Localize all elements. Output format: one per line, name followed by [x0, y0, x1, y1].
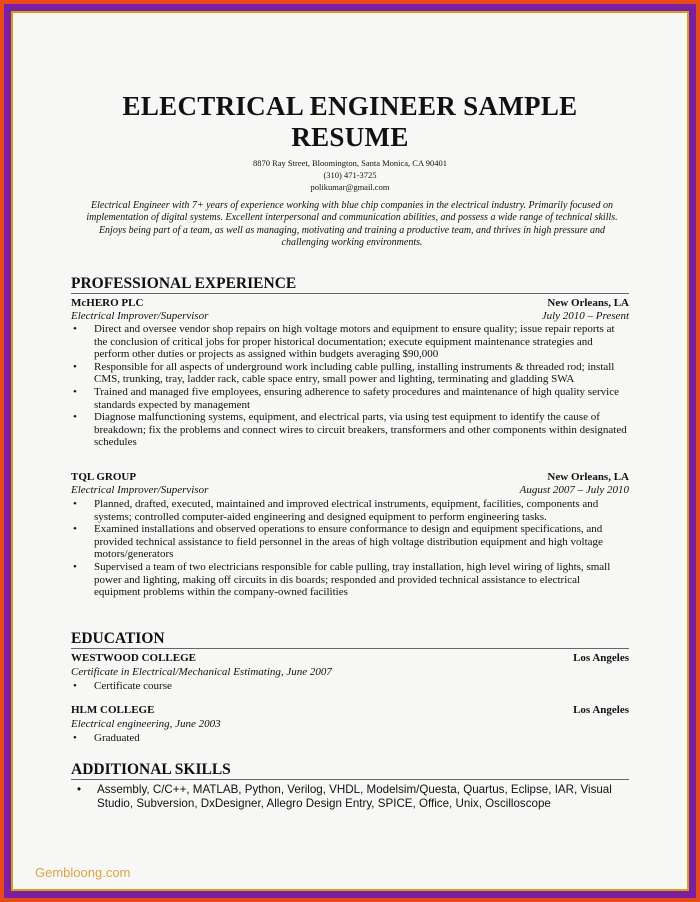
school-2-name: HLM COLLEGE — [71, 704, 155, 716]
resume-page — [13, 13, 687, 889]
bullet-icon: • — [73, 360, 77, 373]
skills-text: Assembly, C/C++, MATLAB, Python, Verilog, VHDL, Modelsim/Questa, Quartus, Eclipse, IAR, Visual Studio, Subversion, DxDesigner, Allegro Design Entry, SPICE, Office, Unix, Oscilloscope — [97, 783, 612, 810]
school-1-name: WESTWOOD COLLEGE — [71, 652, 197, 664]
bullet-text: Direct and oversee vendor shop repairs on high voltage motors and equipment to ensure quality; issue repair reports at the conclusion of critical jobs for proper historical documentation; execute equipment maintenance strategies and perform other duties or projects as assigned within budgets averaging $90,000 — [94, 323, 615, 361]
list-item — [71, 498, 627, 523]
contact-address: 8870 Ray Street, Bloomington, Santa Monica, CA 90401 — [252, 158, 448, 168]
contact-block — [13, 157, 687, 193]
skills-heading: ADDITIONAL SKILLS — [71, 761, 629, 780]
bullet-icon: • — [73, 680, 77, 692]
school-2-degree: Electrical engineering, June 2003 — [71, 718, 221, 730]
list-item — [71, 783, 637, 811]
bullet-icon: • — [73, 523, 77, 536]
school-2-bullets — [71, 732, 627, 745]
list-item — [71, 561, 627, 599]
bullet-icon: • — [73, 498, 77, 510]
list-item — [71, 411, 627, 449]
school-1-degree: Certificate in Electrical/Mechanical Estimating, June 2007 — [71, 666, 332, 678]
skills-list — [71, 783, 637, 811]
contact-phone: (310) 471-3725 — [323, 170, 377, 180]
job-1-company: McHERO PLC — [71, 297, 144, 309]
job-2-dates: August 2007 – July 2010 — [519, 484, 629, 496]
education-heading: EDUCATION — [71, 630, 629, 649]
job-2-role: Electrical Improver/Supervisor — [71, 484, 209, 496]
contact-email: polikumar@gmail.com — [310, 182, 390, 192]
school-2-location: Los Angeles — [573, 704, 629, 716]
list-item — [71, 323, 627, 361]
school-1-location: Los Angeles — [573, 652, 629, 664]
title-line-2: RESUME — [291, 122, 409, 152]
document-area — [11, 11, 689, 891]
bullet-text: Examined installations and observed operations to ensure conformance to design and equipment specifications, and provided technical assistance to field personnel in the areas of high voltage distribution equipment and high voltage motors/generators — [94, 523, 603, 561]
bullet-icon: • — [77, 783, 82, 796]
job-1-role: Electrical Improver/Supervisor — [71, 310, 209, 322]
job-1-bullets — [71, 323, 627, 449]
list-item — [71, 361, 627, 386]
bullet-text: Certificate course — [94, 680, 172, 692]
bullet-icon: • — [73, 323, 77, 335]
job-1-location: New Orleans, LA — [547, 297, 629, 309]
list-item — [71, 386, 627, 411]
bullet-text: Diagnose malfunctioning systems, equipment, and electrical parts, via using test equipment to identify the cause of breakdown; fix the problems and connect wires to circuit breakers, transformers and other components within designated schedules — [94, 411, 627, 449]
bullet-text: Graduated — [94, 732, 140, 744]
bullet-icon: • — [73, 385, 77, 398]
resume-title — [13, 91, 687, 153]
bullet-text: Responsible for all aspects of underground work including cable pulling, installing instruments & threaded rod; install CMS, trunking, tray, ladder rack, cable space entry, small power and lighting, terminating and gladding SWA — [94, 360, 615, 386]
list-item — [71, 523, 627, 561]
title-line-1: ELECTRICAL ENGINEER SAMPLE — [122, 91, 578, 121]
list-item — [71, 732, 627, 745]
bullet-icon: • — [73, 732, 77, 744]
job-2-location: New Orleans, LA — [547, 471, 629, 483]
bullet-text: Trained and managed five employees, ensuring adherence to safety procedures and maintenance of high quality service standards expected by management — [94, 385, 619, 411]
job-2-bullets — [71, 498, 627, 599]
job-1-dates: July 2010 – Present — [541, 310, 629, 322]
job-2-company: TQL GROUP — [71, 471, 137, 483]
bullet-icon: • — [73, 411, 77, 424]
summary-paragraph: Electrical Engineer with 7+ years of experience working with blue chip companies in the electrical industry. Primarily focused on implementation of digital systems. Excellent interpersonal and communication abilities, and possess a wide range of technical skills. Enjoys being part of a team, as well as managing, motivating and training a productive team, and thrives in high pressure and challenging working environments. — [86, 200, 618, 248]
list-item — [71, 680, 627, 693]
experience-heading: PROFESSIONAL EXPERIENCE — [71, 275, 629, 294]
bullet-icon: • — [73, 560, 77, 573]
watermark-text: Gembloong.com — [35, 865, 131, 880]
school-1-bullets — [71, 680, 627, 693]
bullet-text: Planned, drafted, executed, maintained and improved electrical instruments, equipment, facilities, components and systems; controlled computer-aided engineering and designed equipment to perform engineering tasks. — [94, 498, 599, 523]
bullet-text: Supervised a team of two electricians responsible for cable pulling, tray installation, high level wiring of lights, small power and lighting, making off circuits in dis boards; responded and provided technical assistance to electrical equipment problems within the company-owned facilities — [94, 560, 611, 599]
